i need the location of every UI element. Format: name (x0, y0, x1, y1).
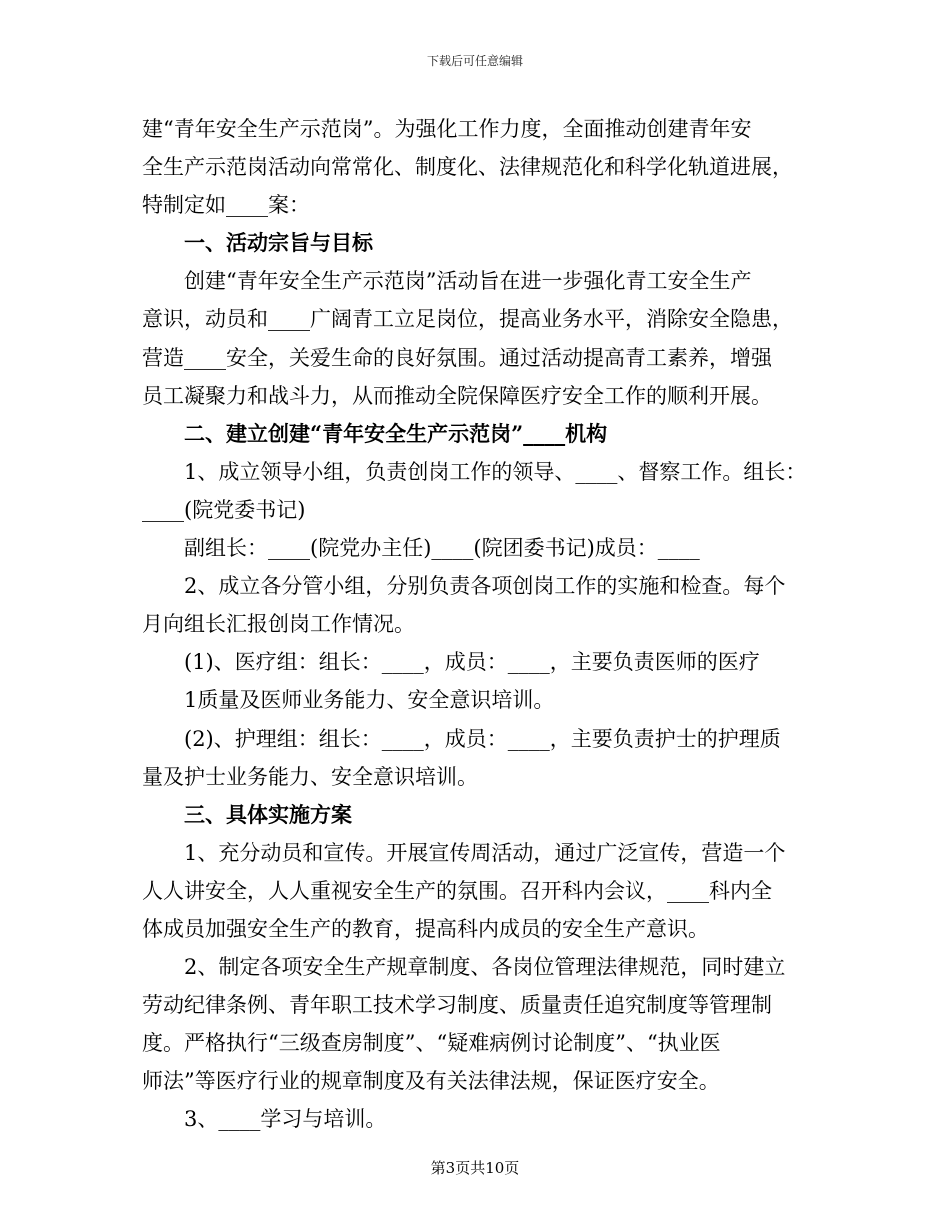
text-line: 3、____学习与培训。 (184, 1107, 387, 1132)
text-line: 劳动纪律条例、青年职工技术学习制度、质量责任追究制度等管理制 (142, 993, 772, 1018)
document-body (142, 110, 814, 1139)
page-number: 第3页共10页 (430, 1159, 520, 1177)
text-line: 副组长：____(院党办主任)____(院团委书记)成员：____ (184, 536, 700, 561)
text-line: 建“青年安全生产示范岗”。为强化工作力度，全面推动创建青年安 (142, 117, 752, 141)
text-line: 师法”等医疗行业的规章制度及有关法律法规，保证医疗安全。 (142, 1069, 720, 1094)
text-line: 1、充分动员和宣传。开展宣传周活动，通过广泛宣传，营造一个 (184, 840, 786, 865)
text-line: 体成员加强安全生产的教育，提高科内成员的安全生产意识。 (142, 916, 709, 941)
text-line: 全生产示范岗活动向常常化、制度化、法律规范化和科学化轨道进展， (142, 155, 793, 180)
section-heading-3: 三、具体实施方案 (184, 801, 352, 827)
text-line: 量及护士业务能力、安全意识培训。 (142, 764, 478, 789)
text-line: (1)、医疗组：组长：____，成员：____，主要负责医师的医疗 (184, 650, 760, 675)
text-line: 度。严格执行“三级查房制度”、“疑难病例讨论制度”、“执业医 (142, 1031, 721, 1056)
text-line: 月向组长汇报创岗工作情况。 (142, 612, 415, 637)
text-line: 意识，动员和____广阔青工立足岗位，提高业务水平，消除安全隐患， (142, 307, 793, 332)
text-line: ____(院党委书记) (142, 497, 306, 522)
text-line: 营造____安全，关爱生命的良好氛围。通过活动提高青工素养，增强 (142, 345, 772, 370)
text-line: 2、成立各分管小组，分别负责各项创岗工作的实施和检查。每个 (184, 574, 786, 599)
text-line: 员工凝聚力和战斗力，从而推动全院保障医疗安全工作的顺利开展。 (142, 383, 772, 408)
text-line: 人人讲安全，人人重视安全生产的氛围。召开科内会议，____科内全 (142, 878, 772, 903)
page-header: 下载后可任意编辑 (426, 54, 523, 68)
text-line: 1质量及医师业务能力、安全意识培训。 (184, 688, 555, 713)
section-heading-2: 二、建立创建“青年安全生产示范岗”____机构 (184, 420, 608, 446)
section-heading-1: 一、活动宗旨与目标 (184, 230, 373, 256)
text-line: (2)、护理组：组长：____，成员：____，主要负责护士的护理质 (184, 726, 781, 751)
text-line: 创建“青年安全生产示范岗”活动旨在进一步强化青工安全生产 (184, 269, 752, 294)
text-line: 2、制定各项安全生产规章制度、各岗位管理法律规范，同时建立 (184, 955, 786, 980)
text-line: 特制定如____案： (142, 193, 310, 218)
text-line: 1、成立领导小组，负责创岗工作的领导、____、督察工作。组长： (184, 459, 807, 484)
